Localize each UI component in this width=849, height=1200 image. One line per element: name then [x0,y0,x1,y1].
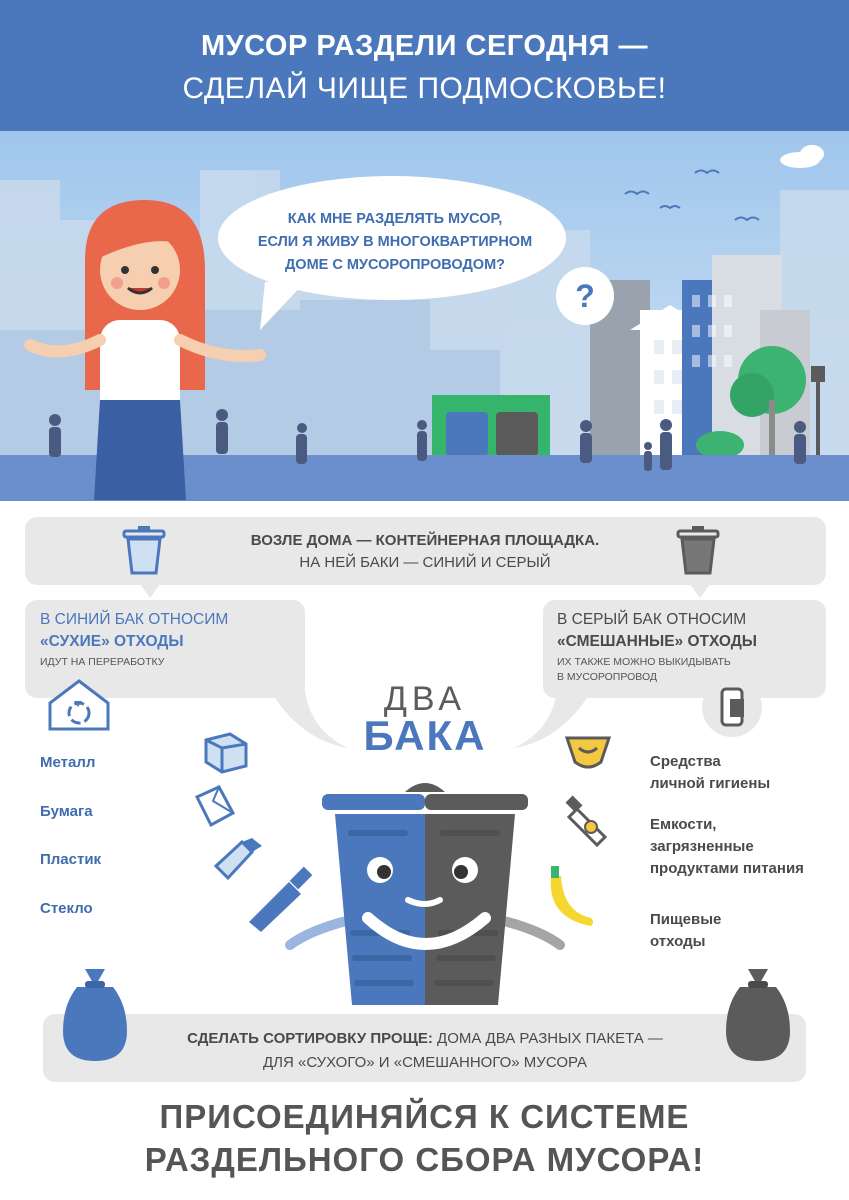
gray-bin-text [557,609,817,685]
speech-bubble-tail [255,282,315,332]
sorting-tip-line2: ДЛЯ «СУХОГО» И «СМЕШАННОГО» МУСОРА [262,1054,588,1071]
paper-icon [193,783,237,829]
container-site-line1: ВОЗЛЕ ДОМА — КОНТЕЙНЕРНАЯ ПЛОЩАДКА. [250,532,600,549]
gray-item-food-line1: Пищевые [650,911,722,928]
gray-bin-icon [676,525,720,575]
header-title-line2: СДЕЛАЙ ЧИЩЕ ПОДМОСКОВЬЕ! [182,72,667,105]
gray-item-dirty-containers [650,814,804,880]
blue-item-paper: Бумага [40,803,93,820]
blue-item-glass: Стекло [40,900,93,917]
garbage-chute-icon [700,675,764,739]
question-line1: КАК МНЕ РАЗДЕЛЯТЬ МУСОР, [287,211,503,227]
gray-item-food-line2: отходы [650,933,706,950]
container-site-line2: НА НЕЙ БАКИ — СИНИЙ И СЕРЫЙ [299,554,551,571]
question-mark-icon: ? [556,267,614,325]
blue-trash-bag-icon [57,965,133,1065]
question-text [240,208,550,277]
header-title-line1: МУСОР РАЗДЕЛИ СЕГОДНЯ — [200,30,649,62]
container-site-text [170,530,680,574]
blue-bin-line1: В СИНИЙ БАК ОТНОСИМ [40,611,229,628]
metal-can-icon [200,730,252,774]
gray-item-hygiene-line2: личной гигиены [650,775,771,792]
diaper-icon [565,732,611,772]
gray-item-containers-line3: продуктами питания [650,860,804,877]
blue-bin-note: ИДУТ НА ПЕРЕРАБОТКУ [40,656,165,668]
blue-panel-tail [270,690,350,750]
gray-bin-line1: В СЕРЫЙ БАК ОТНОСИМ [557,611,747,628]
question-line2: ЕСЛИ Я ЖИВУ В МНОГОКВАРТИРНОМ [257,234,533,250]
sorting-tip-rest: ДОМА ДВА РАЗНЫХ ПАКЕТА — [437,1030,663,1047]
gray-item-food-waste [650,909,721,953]
gray-item-hygiene-line1: Средства [650,753,721,770]
dirty-bottle-icon [565,795,613,847]
header-banner [0,0,849,131]
blue-bin-line2: «СУХИЕ» ОТХОДЫ [40,633,184,650]
gray-bin-note2: В МУСОРОПРОВОД [557,671,657,683]
two-bins-title-small: ДВА [383,680,467,718]
blue-item-plastic: Пластик [40,851,102,868]
smiling-bin-icon [280,770,570,1010]
gray-item-containers-line2: загрязненные [650,838,754,855]
sorting-tip-bold: СДЕЛАТЬ СОРТИРОВКУ ПРОЩЕ: [187,1030,433,1047]
gray-item-containers-line1: Емкости, [650,816,717,833]
two-bins-title-large: БАКА [363,712,487,759]
footer-line2: РАЗДЕЛЬНОГО СБОРА МУСОРА! [144,1141,705,1178]
question-line3: ДОМЕ С МУСОРОПРОВОДОМ? [284,257,506,273]
blue-item-metal: Металл [40,754,96,771]
recycle-house-icon [48,679,110,731]
gray-item-hygiene [650,751,770,795]
gray-bin-note1: ИХ ТАКЖЕ МОЖНО ВЫКИДЫВАТЬ [557,656,731,668]
gray-trash-bag-icon [720,965,796,1065]
blue-bin-text [40,609,300,670]
gray-bin-line2: «СМЕШАННЫЕ» ОТХОДЫ [557,633,757,650]
footer-line1: ПРИСОЕДИНЯЙСЯ К СИСТЕМЕ [159,1098,690,1135]
sorting-tip-text [140,1027,710,1075]
blue-bin-icon [122,525,166,575]
